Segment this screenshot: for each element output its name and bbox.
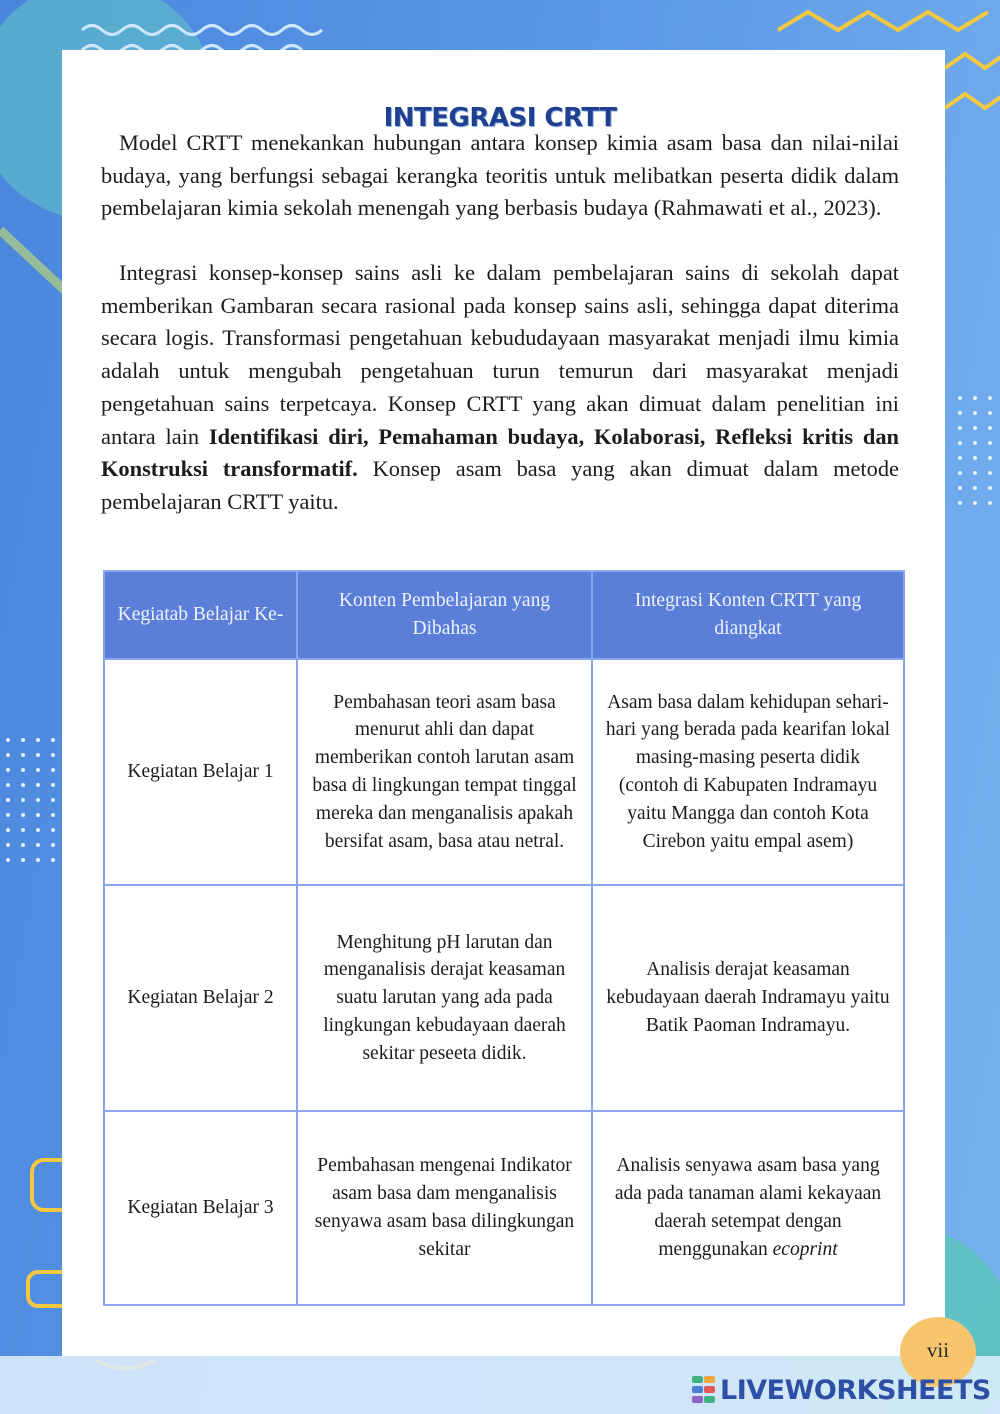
table-header-row — [104, 571, 904, 659]
cell-integrasi-text: Analisis senyawa asam basa yang ada pada tanaman alami kekayaan daerah setempat dengan menggunakan — [614, 1155, 882, 1260]
table-row — [104, 885, 904, 1111]
cell-konten: Pembahasan teori asam basa menurut ahli dan dapat memberikan contoh larutan asam basa di lingkungan tempat tinggal mereka dan menganalisis apakah bersifat asam, basa atau netral. — [297, 659, 592, 885]
cell-integrasi: Asam basa dalam kehidupan sehari-hari yang berada pada kearifan lokal masing-masing peserta didik (contoh di Kabupaten Indramayu yaitu Mangga dan contoh Kota Cirebon yaitu empal asem) — [592, 659, 904, 885]
dot-grid-decoration — [6, 738, 55, 862]
liveworksheets-logo-icon — [692, 1374, 716, 1406]
watermark-text: LIVEWORKSHEETS — [720, 1374, 991, 1406]
crtt-content-table — [103, 570, 905, 1306]
paragraph-outro-text: Konsep asam basa yang akan dimuat dalam metode pembelajaran CRTT yaitu. — [101, 456, 899, 514]
cell-konten: Menghitung pH larutan dan menganalisis derajat keasaman suatu larutan yang ada pada lingkungan kebudayaan daerah sekitar peseeta didik. — [297, 885, 592, 1111]
cell-integrasi-italic-term: ecoprint — [772, 1238, 838, 1260]
cell-integrasi — [592, 1111, 904, 1305]
cell-konten: Pembahasan mengenai Indikator asam basa dam menganalisis senyawa asam basa dilingkungan sekitar — [297, 1111, 592, 1305]
cell-kegiatan: Kegiatan Belajar 3 — [104, 1111, 297, 1305]
zigzag-decoration — [945, 54, 1000, 68]
page-number-badge: vii — [900, 1317, 976, 1387]
table-row — [104, 1111, 904, 1305]
page-title: INTEGRASI CRTT — [383, 103, 617, 134]
cell-integrasi: Analisis derajat keasaman kebudayaan daerah Indramayu yaitu Batik Paoman Indramayu. — [592, 885, 904, 1111]
zigzag-decoration — [778, 12, 988, 30]
paragraph-intro-text: Integrasi konsep-konsep sains asli ke dalam pembelajaran sains di sekolah dapat memberikan Gambaran secara rasional pada konsep sains asli, sehingga dapat diterima secara logis. Transformasi pengetahuan kebududayaan masyarakat menjadi ilmu kimia adalah untuk mengubah pengetahuan turun temurun dari masyarakat menjadi pengetahuan sains terpetcaya. Konsep CRTT yang akan dimuat dalam penelitian ini antara lain — [101, 260, 899, 449]
dot-grid-decoration — [958, 396, 992, 505]
cell-kegiatan: Kegiatan Belajar 1 — [104, 659, 297, 885]
paragraph-model-crtt: Model CRTT menekankan hubungan antara konsep kimia asam basa dan nilai-nilai budaya, yang berfungsi sebagai kerangka teoritis untuk melibatkan peserta didik dalam pembelajaran kimia sekolah menengah yang berbasis budaya (Rahmawati et al., 2023). — [101, 130, 899, 221]
paragraph-bold-concepts: Identifikasi diri, Pemahaman budaya, Kolaborasi, Refleksi kritis dan Konstruksi transformatif. — [101, 423, 899, 482]
header-konten: Konten Pembelajaran yang Dibahas — [297, 571, 592, 659]
header-integrasi: Integrasi Konten CRTT yang diangkat — [592, 571, 904, 659]
liveworksheets-watermark[interactable] — [692, 1372, 991, 1408]
cell-kegiatan: Kegiatan Belajar 2 — [104, 885, 297, 1111]
header-kegiatan: Kegiatab Belajar Ke- — [104, 571, 297, 659]
paragraph-integrasi-konsep — [101, 257, 899, 519]
table-row — [104, 659, 904, 885]
